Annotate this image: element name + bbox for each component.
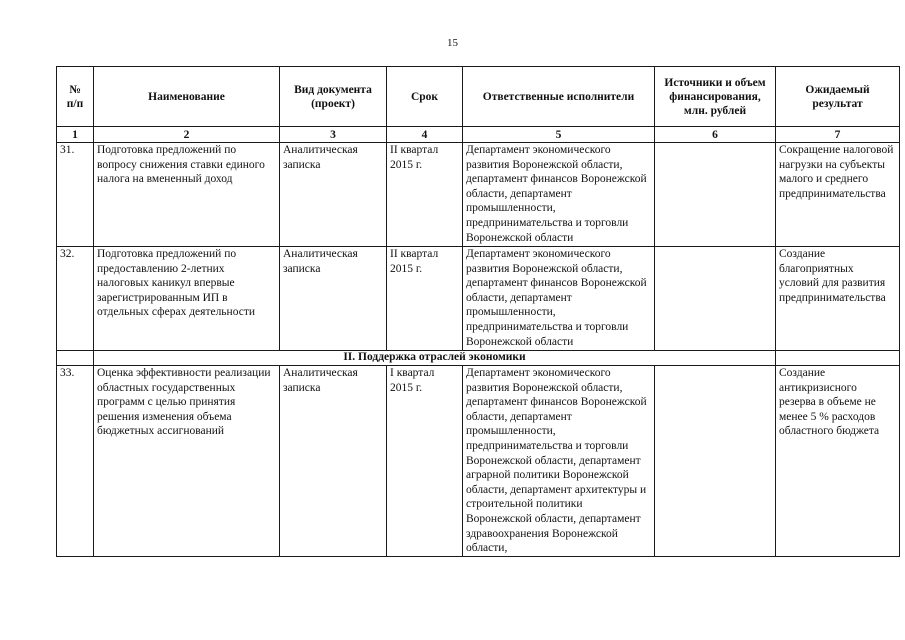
table-row	[57, 247, 900, 351]
section-num-cell	[57, 351, 94, 366]
row-name: Подготовка предложений по вопросу снижения ставки единого налога на вмененный доход	[94, 143, 280, 247]
row-result: Создание антикризисного резерва в объеме не менее 5 % расходов областного бюджета	[776, 366, 900, 557]
row-name: Подготовка предложений по предоставлению 2-летних налоговых каникул впервые зарегистрированным ИП в отдельных сферах деятельности	[94, 247, 280, 351]
row-doc-type: Аналитическая записка	[280, 143, 387, 247]
row-result: Создание благоприятных условий для развития предпринимательства	[776, 247, 900, 351]
row-doc-type: Аналитическая записка	[280, 247, 387, 351]
header-funding: Источники и объем финансирования, млн. рублей	[655, 67, 776, 127]
column-index: 4	[387, 127, 463, 143]
action-plan-table	[56, 66, 900, 557]
row-executors: Департамент экономического развития Воронежской области, департамент финансов Воронежской области, департамент промышленности, предпринимательства и торговли Воронежской области	[463, 247, 655, 351]
column-index: 7	[776, 127, 900, 143]
section-result-cell	[776, 351, 900, 366]
header-num: № п/п	[57, 67, 94, 127]
table-row	[57, 366, 900, 557]
header-deadline: Срок	[387, 67, 463, 127]
row-doc-type: Аналитическая записка	[280, 366, 387, 557]
row-deadline: II квартал 2015 г.	[387, 247, 463, 351]
row-executors: Департамент экономического развития Воронежской области, департамент финансов Воронежской области, департамент промышленности, предпринимательства и торговли Воронежской области, департамент аграрной политики Воронежской области, департамент архитектуры и строительной политики Воронежской области, департамент здравоохранения Воронежской области,	[463, 366, 655, 557]
header-row	[57, 67, 900, 127]
column-index-row	[57, 127, 900, 143]
row-number: 31.	[57, 143, 94, 247]
column-index: 1	[57, 127, 94, 143]
table-row	[57, 143, 900, 247]
row-deadline: II квартал 2015 г.	[387, 143, 463, 247]
row-result: Сокращение налоговой нагрузки на субъекты малого и среднего предпринимательства	[776, 143, 900, 247]
column-index: 5	[463, 127, 655, 143]
header-name: Наименование	[94, 67, 280, 127]
section-title: II. Поддержка отраслей экономики	[94, 351, 776, 366]
row-funding	[655, 366, 776, 557]
row-number: 32.	[57, 247, 94, 351]
row-number: 33.	[57, 366, 94, 557]
page-number: 15	[447, 37, 458, 49]
row-deadline: I квартал 2015 г.	[387, 366, 463, 557]
column-index: 6	[655, 127, 776, 143]
header-executors: Ответственные исполнители	[463, 67, 655, 127]
column-index: 3	[280, 127, 387, 143]
column-index: 2	[94, 127, 280, 143]
row-funding	[655, 143, 776, 247]
row-funding	[655, 247, 776, 351]
section-row	[57, 351, 900, 366]
header-doc-type: Вид документа (проект)	[280, 67, 387, 127]
header-result: Ожидаемый результат	[776, 67, 900, 127]
row-name: Оценка эффективности реализации областных государственных программ с целью принятия решения изменения объема бюджетных ассигнований	[94, 366, 280, 557]
row-executors: Департамент экономического развития Воронежской области, департамент финансов Воронежской области, департамент промышленности, предпринимательства и торговли Воронежской области	[463, 143, 655, 247]
